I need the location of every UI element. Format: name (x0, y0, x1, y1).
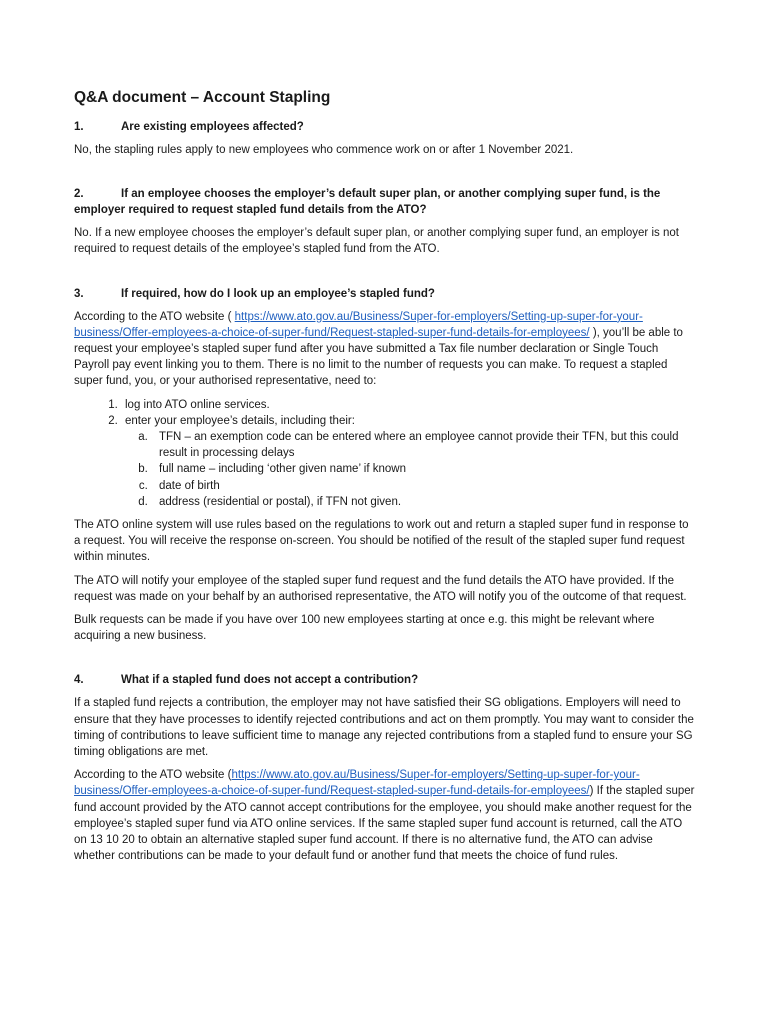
ato-website-link[interactable]: https://www.ato.gov.au/Business/Super-for-employers/Setting-up-super-for-your-business/Offer-employees-a-choice-of-super-fund/Request-stapled-super-fund-details-for-employees/ (74, 769, 640, 798)
list-item: b. full name – including ‘other given name’ if known (151, 461, 696, 477)
question-number: 1. (74, 121, 84, 133)
question-text: If an employee chooses the employer’s default super plan, or another complying super fund, is the employer required to request stapled fund details from the ATO? (74, 188, 661, 217)
answer-3-paragraph: The ATO online system will use rules based on the regulations to work out and return a stapled super fund in response to a request. You will receive the response on-screen. You should be notified of the result of the stapled super fund request within minutes. (74, 519, 689, 564)
question-text: If required, how do I look up an employee’s stapled fund? (121, 287, 435, 300)
question-1 (74, 119, 696, 135)
list-item (121, 413, 696, 510)
question-number: 2. (74, 188, 84, 201)
intro-text-before: According to the ATO website ( (74, 769, 232, 782)
answer-3-paragraph: The ATO will notify your employee of the stapled super fund request and the fund details the ATO have provided. If the request was made on your behalf by an authorised representative, the ATO will notify you of the outcome of that request. (74, 574, 687, 603)
sub-list (125, 429, 696, 510)
list-item: c. date of birth (151, 478, 696, 494)
answer-4-intro (74, 767, 696, 864)
question-4 (74, 672, 696, 688)
question-3 (74, 286, 696, 302)
document-title: Q&A document – Account Stapling (74, 89, 331, 106)
steps-list (74, 397, 696, 510)
answer-1: No, the stapling rules apply to new employees who commence work on or after 1 November 2021. (74, 144, 574, 156)
intro-text-after: ) If the stapled super fund account provided by the ATO cannot accept contributions for the employee, you should make another request for the employee’s stapled super fund via ATO online services. If the same stapled super fund account is returned, call the ATO on 13 10 20 to obtain an alternative stapled super fund account. If there is no alternative fund, the ATO can advise whether contributions can be made to your default fund or another fund that meets the choice of fund rules. (74, 785, 695, 863)
question-text: What if a stapled fund does not accept a contribution? (121, 674, 419, 687)
question-number: 3. (74, 287, 84, 300)
answer-2: No. If a new employee chooses the employer’s default super plan, or another complying super fund, an employer is not required to request details of the employee’s stapled fund from the ATO. (74, 227, 679, 256)
question-text: Are existing employees affected? (121, 121, 304, 133)
answer-4-paragraph: If a stapled fund rejects a contribution, the employer may not have satisfied their SG obligations. Employers will need to ensure that they have processes to identify rejected contributions and act on them promptly. You may want to consider the timing of contributions to leave sufficient time to manage any rejected contributions from a stapled fund to ensure your SG timing obligations are met. (74, 697, 694, 759)
list-item: 1. log into ATO online services. (121, 397, 696, 413)
spacer (74, 265, 696, 286)
list-item: a. TFN – an exemption code can be entered where an employee cannot provide their TFN, but this could result in processing delays (151, 429, 696, 461)
intro-text-after: ), you’ll be able to request your employee’s stapled super fund after you have submitted a Tax file number declaration or Single Touch Payroll pay event linking you to them. There is no limit to the number of requests you can make. To request a stapled super fund, you, or your authorised representative, need to: (74, 326, 683, 388)
answer-3-intro (74, 309, 696, 390)
spacer (74, 651, 696, 672)
list-item: d. address (residential or postal), if TFN not given. (151, 494, 696, 510)
spacer (74, 165, 696, 186)
answer-3-paragraph: Bulk requests can be made if you have over 100 new employees starting at once e.g. this might be relevant where acquiring a new business. (74, 614, 655, 643)
question-number: 4. (74, 674, 84, 687)
ato-website-link[interactable]: https://www.ato.gov.au/Business/Super-for-employers/Setting-up-super-for-your-business/Offer-employees-a-choice-of-super-fund/Request-stapled-super-fund-details-for-employees/ (74, 310, 643, 339)
intro-text-before: According to the ATO website ( (74, 310, 235, 323)
list-item-text: enter your employee’s details, including their: (125, 414, 355, 427)
question-2 (74, 186, 696, 218)
